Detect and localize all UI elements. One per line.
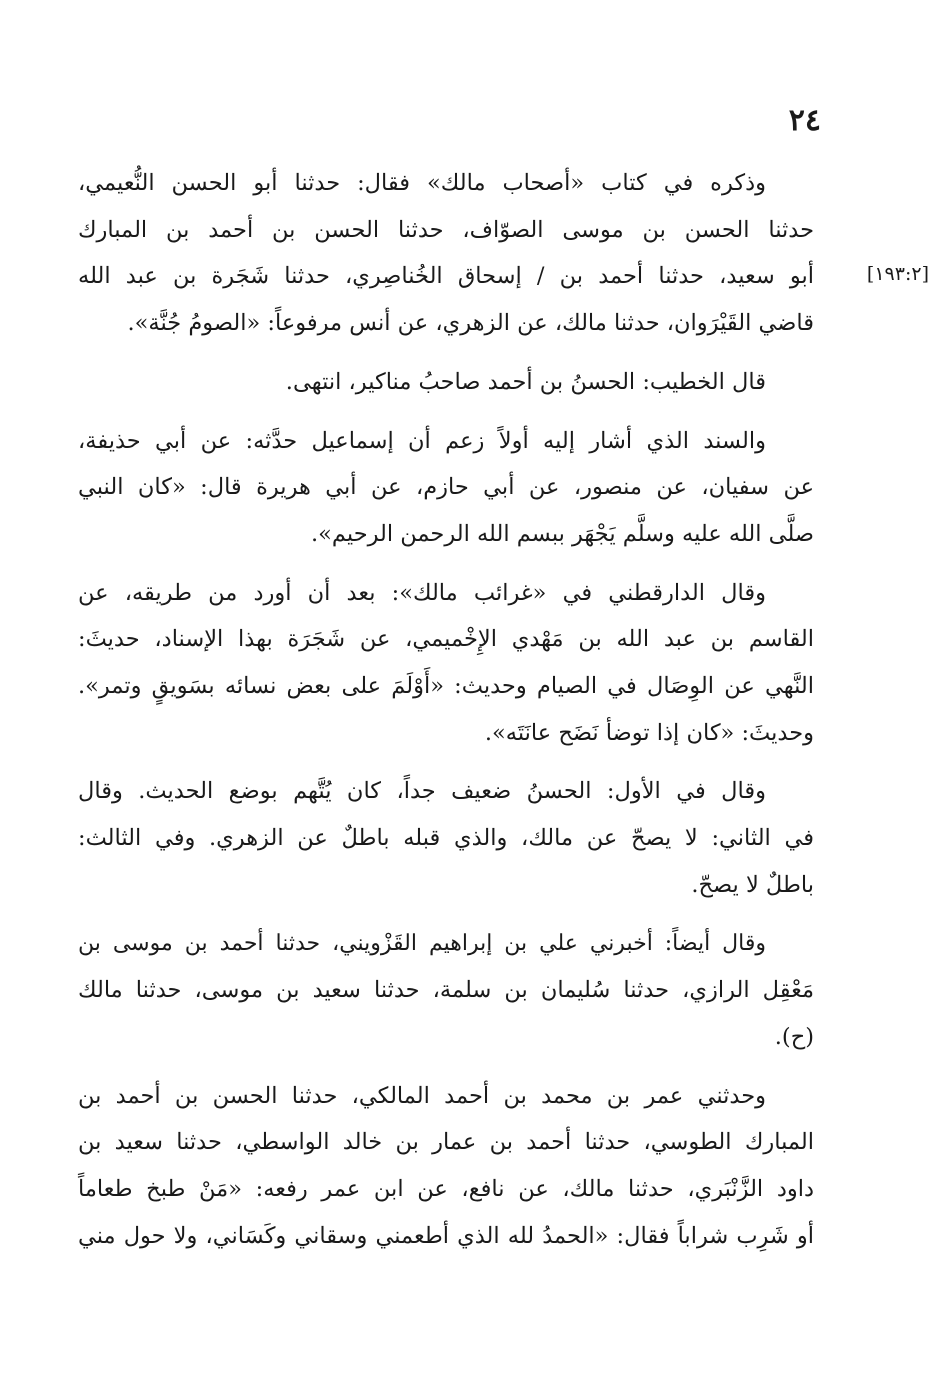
paragraph-1: [78, 160, 814, 347]
text-line: وحدثني عمر بن محمد بن أحمد المالكي، حدثنا الحسن بن أحمد بن: [78, 1082, 766, 1109]
text-line: وذكره في كتاب «أصحاب مالك» فقال: حدثنا أبو الحسن النُّعيمي،: [78, 170, 766, 196]
text-line: حدثنا الحسن بن موسى الصوّاف، حدثنا الحسن بن أحمد بن المبارك: [78, 216, 814, 243]
text-line: القاسم بن عبد الله بن مَهْدي الإِخْميمي، عن شَجَرَة بهذا الإسناد، حديثَ:: [78, 626, 814, 653]
text-line: أبو سعيد، حدثنا أحمد بن / إسحاق الخُناصِري، حدثنا شَجَرة بن عبد الله: [78, 263, 814, 290]
text-line: والسند الذي أشار إليه أولاً زعم أن إسماعيل حدَّثه: عن أبي حذيفة،: [78, 427, 766, 454]
text-line: وقال في الأول: الحسنُ ضعيف جداً، كان يُتَّهم بوضع الحديث. وقال: [78, 778, 766, 805]
text-line: وقال أيضاً: أخبرني علي بن إبراهيم القَزْويني، حدثنا أحمد بن موسى بن: [78, 930, 766, 956]
text-line: عن سفيان، عن منصور، عن أبي حازم، عن أبي هريرة قال: «كان النبي: [78, 474, 814, 501]
paragraph-7: [78, 1073, 814, 1260]
text-line: باطلٌ لا يصحّ.: [691, 871, 814, 898]
text-line: النَّهي عن الوِصَال في الصيام وحديث: «أَوْلَمَ على بعض نسائه بسَويقٍ وتمر».: [78, 673, 814, 700]
text-line: في الثاني: لا يصحّ عن مالك، والذي قبله باطلٌ عن الزهري. وفي الثالث:: [78, 825, 814, 852]
text-line: أو شَرِب شراباً فقال: «الحمدُ لله الذي أطعمني وسقاني وكَسَاني، ولا حول مني: [78, 1222, 814, 1249]
text-line: قاضي القَيْرَوان، حدثنا مالك، عن الزهري، عن أنس مرفوعاً: «الصومُ جُنَّة».: [127, 310, 814, 337]
text-line: قال الخطيب: الحسنُ بن أحمد صاحبُ مناكير، انتهى.: [285, 368, 766, 395]
text-line: المبارك الطوسي، حدثنا أحمد بن عمار بن خالد الواسطي، حدثنا سعيد بن: [78, 1129, 814, 1156]
paragraph-5: [78, 768, 814, 908]
text-line: وقال الدارقطني في «غرائب مالك»: بعد أن أورد من طريقه، عن: [78, 579, 766, 606]
text-line: صلَّى الله عليه وسلَّم يَجْهَر ببسم الله الرحمن الرحيم».: [311, 520, 814, 547]
margin-reference: [١٩٣:٢]: [866, 263, 929, 285]
paragraph-4: [78, 570, 814, 757]
page-number: ٢٤: [788, 103, 821, 138]
text-line: (ح).: [774, 1023, 814, 1050]
main-text: [78, 160, 814, 1259]
paragraph-2: [78, 359, 814, 406]
text-line: داود الزَّنْبَري، حدثنا مالك، عن نافع، عن ابن عمر رفعه: «مَنْ طبخ طعاماً: [78, 1176, 814, 1203]
paragraph-3: [78, 418, 814, 558]
text-line: وحديثَ: «كان إذا توضأ نَضَح عانَتَه».: [484, 719, 814, 746]
text-line: مَعْقِل الرازي، حدثنا سُليمان بن سلمة، حدثنا سعيد بن موسى، حدثنا مالك: [78, 977, 814, 1004]
paragraph-6: [78, 921, 814, 1061]
